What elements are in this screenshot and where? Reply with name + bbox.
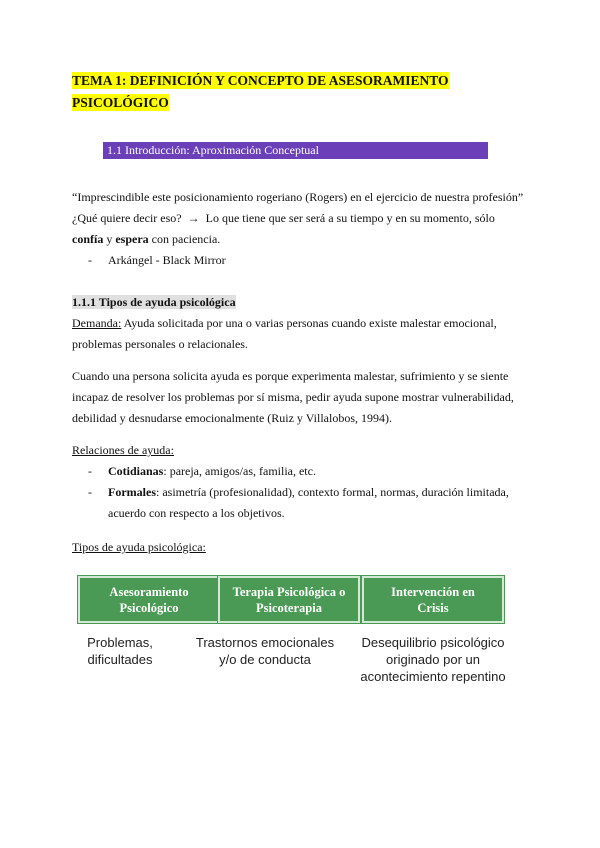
- cap-3-line-1: Desequilibrio psicológico: [361, 635, 505, 650]
- paragraph-line-3: debilidad y desnudarse emocionalmente (Ruiz y Villalobos, 1994).: [72, 411, 392, 425]
- demanda-line-1: [72, 313, 542, 334]
- box-2-line-2: Psicoterapia: [256, 600, 322, 615]
- cap-3-line-3: acontecimiento repentino: [360, 669, 506, 684]
- box-3-line-1: Intervención en: [391, 584, 475, 599]
- demanda-text-1: Ayuda solicitada por una o varias personas cuando existe malestar emocional,: [123, 316, 497, 330]
- title-line-1: TEMA 1: DEFINICIÓN Y CONCEPTO DE ASESORAMIENTO: [72, 73, 449, 88]
- cap-1-line-2: dificultades: [87, 652, 153, 667]
- cap-2-line-1: Trastornos emocionales: [195, 635, 335, 650]
- question-line: [72, 208, 542, 229]
- box-3-line-2: Crisis: [417, 600, 449, 615]
- cap-3-line-2: originado por un: [386, 652, 480, 667]
- demanda-label: Demanda:: [72, 316, 122, 330]
- caption-terapia: [185, 634, 345, 668]
- patience-tail: con paciencia.: [151, 232, 221, 246]
- subsection-heading: [72, 292, 542, 313]
- cotidianas-text: : pareja, amigos/as, familia, etc.: [163, 464, 316, 478]
- relaciones-label: [72, 440, 542, 461]
- section-heading: 1.1 Introducción: Aproximación Conceptual: [103, 142, 488, 159]
- formales-text: : asimetría (profesionalidad), contexto formal, normas, duración limitada,: [155, 485, 509, 499]
- bullet-text: Arkángel - Black Mirror: [108, 253, 226, 267]
- box-1-line-2: Psicológico: [119, 600, 179, 615]
- box-1-line-1: Asesoramiento: [109, 584, 189, 599]
- title-line-2: PSICOLÓGICO: [72, 95, 169, 110]
- tipos-label-text: Tipos de ayuda psicológica:: [72, 540, 206, 554]
- caption-asesoramiento: [40, 634, 200, 668]
- patience-line: [72, 229, 542, 250]
- cap-1-line-1: Problemas,: [87, 635, 153, 650]
- box-2-line-1: Terapia Psicológica o: [232, 584, 346, 599]
- caption-crisis: [353, 634, 513, 685]
- subsection-title: 1.1.1 Tipos de ayuda psicológica: [72, 295, 236, 309]
- list-item: - Cotidianas: pareja, amigos/as, familia, etc.: [88, 464, 316, 478]
- list-item: - Arkángel - Black Mirror: [88, 253, 226, 267]
- tipos-label: [72, 537, 542, 558]
- list-item: - Formales: asimetría (profesionalidad), contexto formal, normas, duración limitada,: [88, 485, 509, 499]
- box-terapia: [218, 576, 360, 623]
- box-crisis: [362, 576, 504, 623]
- connector-y: y: [106, 232, 113, 246]
- question-prefix: ¿Qué quiere decir eso?: [72, 211, 182, 225]
- paragraph-line-2: incapaz de resolver los problemas por sí misma, pedir ayuda supone mostrar vulnerabilidad,: [72, 390, 514, 404]
- cap-2-line-2: y/o de conducta: [219, 652, 311, 667]
- paragraph-line-1: Cuando una persona solicita ayuda es porque experimenta malestar, sufrimiento y se siente: [72, 369, 509, 383]
- question-answer: Lo que tiene que ser será a su tiempo y en su momento, sólo: [205, 211, 495, 225]
- demanda-line-2: problemas personales o relacionales.: [72, 337, 248, 351]
- relaciones-label-text: Relaciones de ayuda:: [72, 443, 174, 457]
- bold-espera: espera: [115, 232, 149, 246]
- document-title: [72, 70, 472, 114]
- formales-continuation: acuerdo con respecto a los objetivos.: [108, 506, 285, 520]
- bold-confia: confía: [72, 232, 104, 246]
- term-cotidianas: Cotidianas: [108, 464, 164, 478]
- box-asesoramiento: [78, 576, 220, 623]
- quote-line: “Imprescindible este posicionamiento rogeriano (Rogers) en el ejercicio de nuestra profesión”: [72, 190, 524, 204]
- arrow-icon: →: [187, 211, 200, 225]
- term-formales: Formales: [108, 485, 156, 499]
